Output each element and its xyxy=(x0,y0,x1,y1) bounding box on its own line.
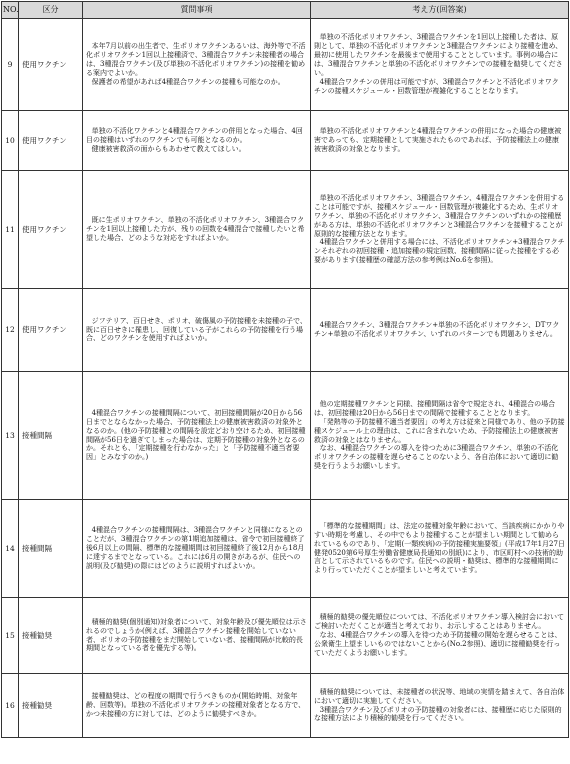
table-row xyxy=(2,289,569,372)
answer-paragraph: 3種混合ワクチン及びポリオの予防接種の対象者には、接種歴に応じた原則的な接種方法により積極的勧奨を行ってください。 xyxy=(314,705,562,723)
question-paragraph: 既に生ポリオワクチン、単独の不活化ポリオワクチン、3種混合ワクチンを1回以上接種した方が、残りの回数を4種混合で接種したいと希望した場合、どのような対応をすればよいか。 xyxy=(86,216,305,242)
answer-cell xyxy=(311,111,569,171)
row-category: 使用ワクチン xyxy=(19,19,83,111)
answer-paragraph: 積極的勧奨については、未接種者の状況等、地域の実情を踏まえて、各自治体において適切に実施してください。 xyxy=(314,687,565,705)
answer-cell xyxy=(311,500,569,598)
answer-paragraph: 「標準的な接種期間」は、法定の接種対象年齢において、当該疾病にかかりやすい時期を考慮し、その中でもより接種することが望ましい期間として勧められているものであり、「定期(一類疾病)の予防接種実施要領」(平成17年1月27日健発0520第6号厚生労働省健康局長通知の別紙)により、市区町村への技術的助言として示されているものです。住民への説明・勧奨は、標準的な接種期間により行っていただくことが望ましいと考えています。 xyxy=(314,521,565,575)
question-cell xyxy=(83,289,311,372)
answer-cell xyxy=(311,289,569,372)
question-paragraph: ジフテリア、百日せき、ポリオ、破傷風の予防接種を未接種の子で、既に百日せきに罹患し、回復している子がこれらの予防接種を行う場合、どのワクチンを使用すればよいか。 xyxy=(86,316,307,343)
header-no: NO. xyxy=(2,2,19,19)
row-category: 接種勧奨 xyxy=(19,598,83,674)
answer-cell xyxy=(311,674,569,738)
table-row xyxy=(2,674,569,738)
question-cell xyxy=(83,171,311,289)
answer-paragraph: 他の定期接種ワクチンと同様、接種間隔は省令で規定され、4種混合の場合は、初回接種は20日から56日までの間隔で接種することとなります。 xyxy=(314,399,556,417)
qa-table xyxy=(1,1,569,738)
row-category: 接種間隔 xyxy=(19,372,83,500)
row-category: 接種間隔 xyxy=(19,500,83,598)
row-number: 14 xyxy=(2,500,19,598)
table-row xyxy=(2,171,569,289)
question-cell xyxy=(83,500,311,598)
table-row xyxy=(2,598,569,674)
answer-cell xyxy=(311,372,569,500)
question-paragraph: 健康被害救済の面からもあわせて教えてほしい。 xyxy=(91,144,246,153)
row-category: 使用ワクチン xyxy=(19,171,83,289)
header-category: 区分 xyxy=(19,2,83,19)
question-paragraph: 4種混合ワクチンの接種間隔について、初回接種間隔が20日から56日までとならなかった場合、予防接種法上の健康被害救済の対象外となるのか。(他の予防接種との間隔を設定どおり空けるため、初回接種間隔が56日を過ぎてしまった場合は、定期予防接種の対象外となるのか。それとも、「定期接種を行わなかった」と「予防接種不適当者要因」とみなすのか。) xyxy=(86,408,306,462)
question-paragraph: 4種混合ワクチンの接種間隔は、3種混合ワクチンと同様になるとのことだが、3種混合ワクチンの第1期追加接種は、省令で初回接種終了後6月以上の間隔、標準的な接種期間は初回接種終了後12月から18月に達するまでとなっている。これには6月の開きがあるが、住民への説明(及び勧奨)の際にはどのように説明すればよいか。 xyxy=(86,526,305,570)
answer-paragraph: 「発熱等の予防接種不適当者要因」の考え方は従来と同様であり、他の予防接種スケジュール上の理由は、これに含まれないため、予防接種法上の健康被害救済の対象とはなりません。 xyxy=(314,417,565,444)
answer-paragraph: 単独の不活化ポリオワクチンと4種混合ワクチンの併用になった場合の健康被害であっても、定期接種として実施されたものであれば、予防接種法上の健康被害救済の対象となります。 xyxy=(314,127,562,153)
answer-cell xyxy=(311,598,569,674)
answer-paragraph: 4種混合ワクチンと併用する場合には、不活化ポリオワクチン+3種混合ワクチンそれぞれの初回接種・追加接種の規定回数、接種間隔に従った接種をする必要があります(接種歴の確認方法の参考例はNo.6を参照)。 xyxy=(314,238,565,265)
row-number: 15 xyxy=(2,598,19,674)
table-row xyxy=(2,372,569,500)
question-cell xyxy=(83,674,311,738)
header-question: 質問事項 xyxy=(83,2,311,19)
row-number: 11 xyxy=(2,171,19,289)
answer-cell xyxy=(311,171,569,289)
row-category: 使用ワクチン xyxy=(19,289,83,372)
row-number: 13 xyxy=(2,372,19,500)
answer-paragraph: なお、4種混合ワクチンの導入を待つために3種混合ワクチン、単独の不活化ポリオワクチンの接種を遅らせることのないよう、各自治体において適切に勧奨を行うようお願いします。 xyxy=(314,444,559,471)
answer-cell xyxy=(311,19,569,111)
table-row xyxy=(2,111,569,171)
row-category: 使用ワクチン xyxy=(19,111,83,171)
answer-paragraph: 単独の不活化ポリオワクチン、3種混合ワクチンを1回以上接種した者は、原則として、単独の不活化ポリオワクチンと3種混合ワクチンにより接種を進め、最初に使用したワクチンを最後まで使用することとしています。事例の場合には、3種混合ワクチンと単独の不活化ポリオワクチンでの接種を勧奨してください。 xyxy=(314,33,563,77)
row-number: 10 xyxy=(2,111,19,171)
answer-paragraph: 4種混合ワクチンの併用は可能ですが、3種混合ワクチンと不活化ポリオワクチンの接種スケジュール・回数管理が複雑化することとなります。 xyxy=(314,77,559,95)
row-category: 接種勧奨 xyxy=(19,674,83,738)
question-cell xyxy=(83,111,311,171)
answer-paragraph: 単独の不活化ポリオワクチン、3種混合ワクチン、4種混合ワクチンを併用することは可能ですが、接種スケジュール・回数管理が複雑化するため、生ポリオワクチン、単独の不活化ポリオワクチン、3種混合ワクチンのいずれかの接種歴がある方は、単独の不活化ポリオワクチンと3種混合ワクチンを接種することが原則的な接種方法となります。 xyxy=(314,193,565,238)
question-paragraph: 単独の不活化ワクチンと4種混合ワクチンの併用となった場合、4回目の接種はいずれのワクチンでも可能となるのか。 xyxy=(86,127,303,145)
table-row xyxy=(2,19,569,111)
table-row xyxy=(2,500,569,598)
answer-paragraph: 4種混合ワクチン、3種混合ワクチン+単独の不活化ポリオワクチン、DTワクチン+単独の不活化ポリオワクチン、いずれのパターンでも問題ありません。 xyxy=(314,321,560,338)
question-cell xyxy=(83,19,311,111)
row-number: 16 xyxy=(2,674,19,738)
question-paragraph: 接種勧奨は、どの程度の期間で行うべきものか(開始時期、対象年齢、回数等)。単独の不活化ポリオワクチンの接種対象者となる方で、かつ未接種の方に対しては、どのように勧奨すべきか。 xyxy=(86,692,306,718)
answer-paragraph: 積極的勧奨の優先順位については、不活化ポリオワクチン導入検討会においてご検討いただくことが適当と考えており、お示しすることはありません。 xyxy=(314,613,565,631)
question-paragraph: 本年7月以前の出生者で、生ポリオワクチンあるいは、海外等で不活化ポリオワクチン1回以上接種済で、3種混合ワクチン未接種者の場合は、3種混合ワクチン(及び単独の不活化ポリオワクチン)の接種を勧める案内でよいか。 xyxy=(86,42,306,77)
answer-paragraph: なお、4種混合ワクチンの導入を待つため予防接種の開始を遅らせることは、公衆衛生上望ましいものではないことから(No.2参照)、適切に接種勧奨を行っていただくようお願いします。 xyxy=(314,631,562,657)
question-paragraph: 積極的勧奨(個別通知)対象者について、対象年齢及び優先順位は示されるのでしょうか(例えば、3種混合ワクチン接種を開始していない者、ポリオの予防接種をまだ開始していない者、接種間隔が比較的長期間となっている者を優先する等)。 xyxy=(86,617,307,653)
header-row xyxy=(2,2,569,19)
row-number: 9 xyxy=(2,19,19,111)
row-number: 12 xyxy=(2,289,19,372)
question-paragraph: 保護者の希望があれば4種混合ワクチンの接種も可能なのか。 xyxy=(91,77,285,86)
question-cell xyxy=(83,598,311,674)
header-answer: 考え方(回答案) xyxy=(311,2,569,19)
question-cell xyxy=(83,372,311,500)
